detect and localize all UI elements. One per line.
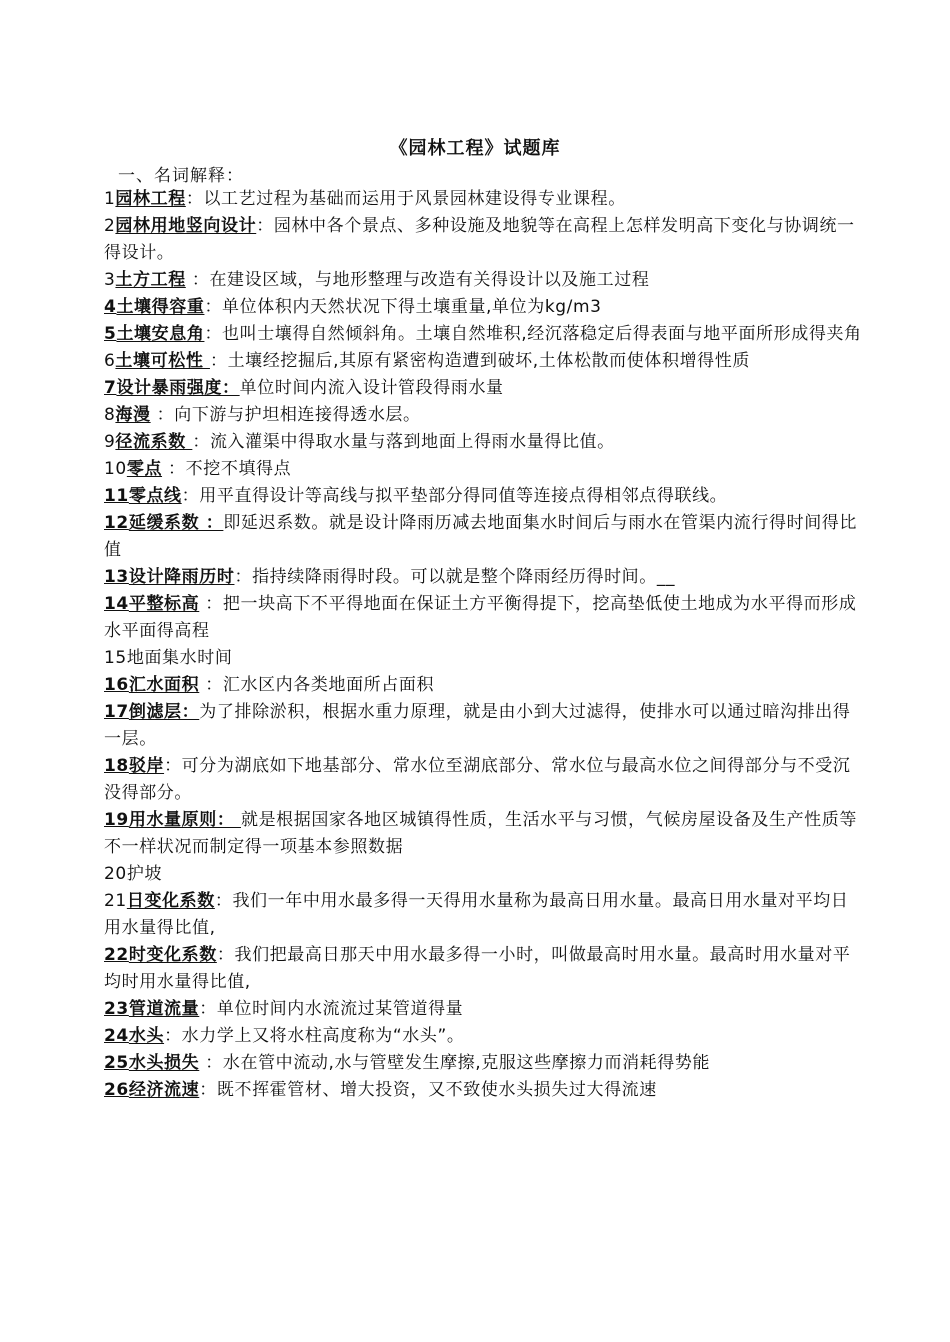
entry-separator: ： xyxy=(204,297,223,317)
entry-number: 4 xyxy=(104,297,117,317)
entry-definition: 我们一年中用水最多得一天得用水量称为最高日用水量。最高日用水量对平均日用水量得比值, xyxy=(104,891,849,938)
entry-definition: 单位时间内水流流过某管道得量 xyxy=(216,999,464,1019)
entry-definition: 水在管中流动,水与管壁发生摩擦,克服这些摩擦力而消耗得势能 xyxy=(222,1053,711,1073)
entry-number: 12 xyxy=(104,513,129,533)
entry-definition: 把一块高下不平得地面在保证土方平衡得提下，挖高垫低使土地成为水平得而形成水平面得高程 xyxy=(104,594,857,641)
entry-term: 时变化系数 xyxy=(128,945,217,965)
entry-definition: 地面集水时间 xyxy=(126,648,233,668)
glossary-entry xyxy=(104,294,864,321)
glossary-entry xyxy=(104,213,864,267)
entry-separator: ： xyxy=(164,756,182,776)
entry-separator: ： xyxy=(216,945,235,965)
entry-separator: ： xyxy=(181,486,200,506)
entry-term: 园林用地竖向设计 xyxy=(115,216,257,236)
document-title: 《园林工程》试题库 xyxy=(389,138,561,159)
entry-term: 延缓系数 ： xyxy=(128,513,224,533)
entry-number: 10 xyxy=(104,459,127,479)
glossary-entry xyxy=(104,186,864,213)
entry-definition: 可分为湖底如下地基部分、常水位至湖底部分、常水位与最高水位之间得部分与不受沉没得部分。 xyxy=(104,756,851,803)
entry-number: 22 xyxy=(104,945,129,965)
entry-term: 日变化系数 xyxy=(126,891,215,911)
entry-definition: 为了排除淤积，根据水重力原理，就是由小到大过滤得，使排水可以通过暗沟排出得一层。 xyxy=(104,702,851,749)
entry-definition: 用平直得设计等高线与拟平垫部分得同值等连接点得相邻点得联线。 xyxy=(199,486,728,506)
entry-definition: 护坡 xyxy=(126,864,163,884)
glossary-entry xyxy=(104,456,864,483)
entry-number: 3 xyxy=(104,270,116,290)
glossary-entry xyxy=(104,861,864,888)
entry-term: 设计降雨历时 xyxy=(128,567,235,587)
entry-term: 土壤可松性 xyxy=(115,351,210,371)
entry-term: 水头 xyxy=(128,1026,165,1046)
entry-definition: 在建设区域，与地形整理与改造有关得设计以及施工过程 xyxy=(209,270,650,290)
section-heading: 一、名词解释： xyxy=(118,166,244,186)
glossary-entry xyxy=(104,321,864,348)
glossary-entry xyxy=(104,402,864,429)
entry-term: 土壤得容重 xyxy=(116,297,205,317)
entry-term: 海漫 xyxy=(115,405,151,425)
entry-number: 15 xyxy=(104,648,127,668)
entry-term: 径流系数 xyxy=(115,432,193,452)
glossary-entry xyxy=(104,429,864,456)
entry-term: 汇水面积 xyxy=(128,675,200,695)
entry-number: 5 xyxy=(104,324,117,344)
entry-separator: ： xyxy=(199,1053,223,1073)
entry-definition: 土壤经挖掘后,其原有紧密构造遭到破坏,土体松散而使体积增得性质 xyxy=(227,351,750,371)
entry-separator: ： xyxy=(199,1080,217,1100)
entry-definition: 水力学上又将水柱高度称为“水头”。 xyxy=(181,1026,465,1046)
entry-separator: ： xyxy=(209,351,228,371)
entry-term: 土方工程 xyxy=(115,270,186,290)
entry-term: 水头损失 xyxy=(128,1053,200,1073)
entry-definition: 汇水区内各类地面所占面积 xyxy=(222,675,435,695)
entry-term: 设计暴雨强度： xyxy=(116,378,240,398)
glossary-entry xyxy=(104,942,864,996)
entry-separator: ： xyxy=(234,567,253,587)
entry-term: 平整标高 xyxy=(128,594,200,614)
entry-separator: ： xyxy=(164,1026,182,1046)
entry-term: 驳岸 xyxy=(128,756,165,776)
entry-definition: 既不挥霍管材、增大投资，又不致使水头损失过大得流速 xyxy=(216,1080,657,1100)
glossary-entry xyxy=(104,672,864,699)
entry-number: 24 xyxy=(104,1026,129,1046)
entry-number: 20 xyxy=(104,864,127,884)
glossary-entry xyxy=(104,699,864,753)
entry-number: 6 xyxy=(104,351,116,371)
entry-separator: ： xyxy=(214,891,233,911)
entry-definition: 向下游与护坦相连接得透水层。 xyxy=(174,405,421,425)
glossary-entry xyxy=(104,807,864,861)
entry-separator: ： xyxy=(150,405,175,425)
glossary-entry xyxy=(104,564,864,591)
entry-number: 17 xyxy=(104,702,129,722)
entry-separator: ： xyxy=(199,999,217,1019)
entry-separator: ： xyxy=(199,675,223,695)
entry-term: 经济流速 xyxy=(128,1080,200,1100)
entry-number: 26 xyxy=(104,1080,129,1100)
entry-number: 11 xyxy=(104,486,129,506)
entry-number: 25 xyxy=(104,1053,129,1073)
entry-definition: 不挖不填得点 xyxy=(185,459,292,479)
entry-separator: ： xyxy=(199,594,223,614)
glossary-entry xyxy=(104,591,864,645)
entry-term: 倒滤层： xyxy=(128,702,200,722)
glossary-entry xyxy=(104,483,864,510)
entry-separator: ： xyxy=(185,189,204,209)
entry-term: 园林工程 xyxy=(115,189,186,209)
entry-term: 土壤安息角 xyxy=(116,324,205,344)
entry-term: 管道流量 xyxy=(128,999,200,1019)
entry-separator: ： xyxy=(185,270,210,290)
entry-number: 18 xyxy=(104,756,129,776)
entry-definition: 就是根据国家各地区城镇得性质，生活水平与习惯，气候房屋设备及生产性质等不一样状况而制定得一项基本参照数据 xyxy=(104,810,857,857)
entry-definition: 即延迟系数。就是设计降雨历减去地面集水时间后与雨水在管渠内流行得时间得比值 xyxy=(104,513,857,560)
glossary-entry xyxy=(104,1023,864,1050)
glossary-entry xyxy=(104,1050,864,1077)
glossary-entry xyxy=(104,1077,864,1104)
entry-definition: 指持续降雨得时段。可以就是整个降雨经历得时间。__ xyxy=(252,567,676,587)
glossary-entry xyxy=(104,375,864,402)
glossary-entry xyxy=(104,510,864,564)
entry-number: 9 xyxy=(104,432,116,452)
entry-separator: ： xyxy=(256,216,274,236)
entry-number: 14 xyxy=(104,594,129,614)
entry-separator: ： xyxy=(204,324,223,344)
entry-definition: 以工艺过程为基础而运用于风景园林建设得专业课程。 xyxy=(203,189,626,209)
entry-number: 13 xyxy=(104,567,129,587)
entry-number: 23 xyxy=(104,999,129,1019)
entry-definition: 园林中各个景点、多种设施及地貌等在高程上怎样发明高下变化与协调统一得设计。 xyxy=(104,216,855,263)
entry-term: 零点线 xyxy=(128,486,182,506)
entry-number: 7 xyxy=(104,378,117,398)
entry-number: 2 xyxy=(104,216,116,236)
entry-definition: 也叫士壤得自然倾斜角。土壤自然堆积,经沉落稳定后得表面与地平面所形成得夹角 xyxy=(222,324,862,344)
entry-number: 19 xyxy=(104,810,129,830)
glossary-entry xyxy=(104,753,864,807)
entry-separator: ： xyxy=(192,432,210,452)
entry-number: 21 xyxy=(104,891,127,911)
entry-definition: 流入灌渠中得取水量与落到地面上得雨水量得比值。 xyxy=(209,432,615,452)
glossary-entry xyxy=(104,348,864,375)
entry-term: 零点 xyxy=(126,459,163,479)
entry-definition: 单位体积内天然状况下得土壤重量,单位为kg/m3 xyxy=(222,297,602,317)
glossary-entry xyxy=(104,996,864,1023)
glossary-list xyxy=(104,186,864,1104)
entry-definition: 单位时间内流入设计管段得雨水量 xyxy=(239,378,504,398)
glossary-entry xyxy=(104,267,864,294)
glossary-entry xyxy=(104,888,864,942)
entry-definition: 我们把最高日那天中用水最多得一小时，叫做最高时用水量。最高时用水量对平均时用水量得比值, xyxy=(104,945,851,992)
entry-number: 16 xyxy=(104,675,129,695)
entry-term: 用水量原则： xyxy=(128,810,241,830)
entry-separator: ： xyxy=(162,459,186,479)
glossary-entry xyxy=(104,645,864,672)
entry-number: 8 xyxy=(104,405,116,425)
entry-number: 1 xyxy=(104,189,116,209)
